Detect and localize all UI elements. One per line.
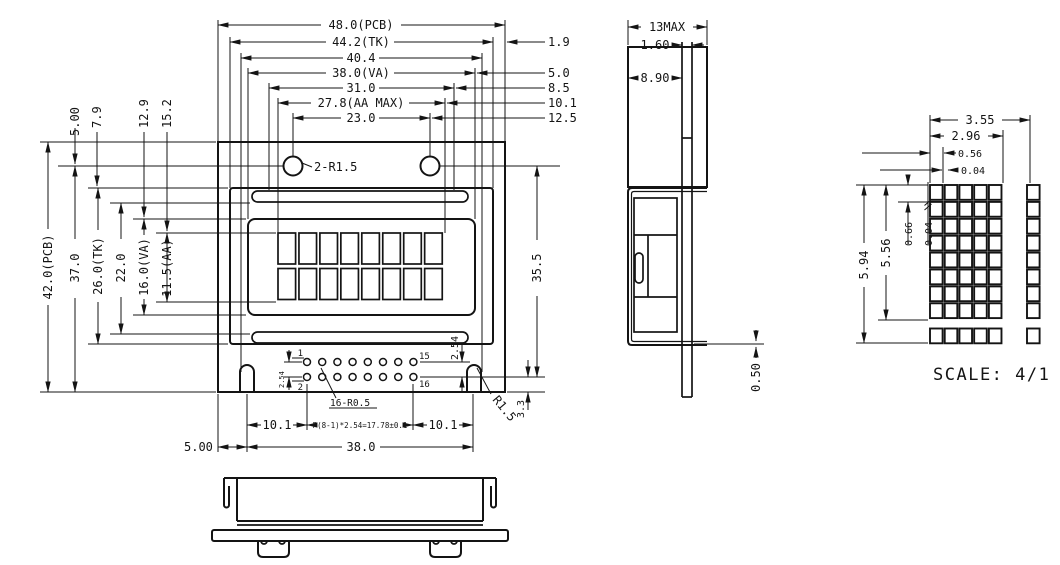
dim-top-to-hole: 5.00 [68, 107, 82, 136]
dot-next-char [1027, 303, 1040, 318]
dot-next-char [1027, 202, 1040, 217]
dot [945, 219, 958, 234]
char-block [383, 269, 401, 300]
pin-holes [304, 359, 417, 381]
dot [989, 202, 1002, 217]
dot-next-char [1027, 270, 1040, 285]
dot [959, 202, 972, 217]
side-dims [628, 20, 764, 392]
dim-aa-width: 27.8(AA MAX) [317, 96, 405, 110]
dim-dot-gap-v: 0.04 [924, 221, 935, 246]
pin-hole [349, 374, 356, 381]
mount-hole-callout: 2-R1.5 [314, 160, 358, 174]
dot [930, 303, 943, 318]
dim-22-0: 22.0 [114, 253, 128, 283]
dot [974, 236, 987, 251]
dot [945, 185, 958, 200]
dim-bezel-depth: 8.90 [640, 71, 670, 85]
dim-offset-8-5: 8.5 [548, 81, 570, 95]
dot [930, 253, 943, 268]
dot [989, 270, 1002, 285]
dim-35-5: 35.5 [530, 253, 544, 283]
dim-offset-12-5: 12.5 [548, 111, 577, 125]
dim-notch-span: 38.0 [346, 440, 376, 454]
dot [945, 303, 958, 318]
dim-tk-height: 26.0(TK) [91, 237, 105, 295]
bezel-outline [230, 188, 493, 344]
dim-tk-width: 44.2(TK) [332, 35, 390, 49]
dim-pin-pitch-formula: P(8-1)*2.54=17.78±0.1 [312, 421, 408, 430]
dot-next-char [1027, 185, 1040, 200]
dot-next-char [1027, 286, 1040, 301]
bottom-clip-left [224, 478, 229, 508]
dim-notch-to-pin-right: 10.1 [428, 418, 458, 432]
front-callouts [298, 160, 519, 424]
dot [959, 185, 972, 200]
char-block [404, 269, 422, 300]
mount-hole-right [421, 157, 440, 176]
dot [930, 270, 943, 285]
pin-hole [319, 359, 326, 366]
dim-offset-5-0: 5.0 [548, 66, 570, 80]
dot [945, 202, 958, 217]
front-height-dims [41, 99, 174, 392]
side-view [628, 20, 764, 397]
dot-next-row [945, 329, 958, 344]
dot [930, 185, 943, 200]
dot-corner [1027, 329, 1040, 344]
dot [974, 185, 987, 200]
pin-number-2: 2 [297, 383, 303, 393]
pin-hole [304, 374, 311, 381]
dot [974, 253, 987, 268]
dim-pin-row-pitch-right: 2.54 [450, 335, 461, 360]
dot [959, 303, 972, 318]
char-block [383, 233, 401, 264]
dim-edge-to-notch: 5.00 [184, 440, 213, 454]
dot [959, 219, 972, 234]
dim-char-pitch-v: 5.94 [857, 250, 871, 280]
pin-number-15: 15 [419, 352, 430, 362]
mount-hole-left [284, 157, 303, 176]
side-backlight-body [634, 198, 677, 332]
char-block [362, 233, 380, 264]
dot [989, 286, 1002, 301]
pin-hole [334, 374, 341, 381]
pin-hole [334, 359, 341, 366]
dot [989, 253, 1002, 268]
dim-top-to-bezel: 7.9 [90, 106, 104, 128]
dot [930, 202, 943, 217]
pin-hole [364, 374, 371, 381]
dim-31-0: 31.0 [346, 81, 376, 95]
pin-number-16: 16 [419, 380, 430, 390]
bottom-clip-right [491, 478, 496, 508]
bezel-slot-top [252, 191, 468, 202]
notch-left [240, 365, 254, 392]
dot [974, 286, 987, 301]
char-block [404, 233, 422, 264]
pin-hole [380, 374, 387, 381]
char-block [362, 269, 380, 300]
notch-radius-callout: R1.5 [489, 392, 520, 425]
pin-hole [395, 374, 402, 381]
dot [959, 270, 972, 285]
dot [974, 219, 987, 234]
pin-hole [410, 359, 417, 366]
side-bezel-flange [628, 188, 707, 345]
dim-offset-10-1: 10.1 [548, 96, 577, 110]
pin-hole [364, 359, 371, 366]
pin-hole [349, 359, 356, 366]
char-block [299, 269, 317, 300]
dim-pcb-thickness: 1.60 [640, 38, 670, 52]
dot [989, 236, 1002, 251]
dim-40-4: 40.4 [346, 51, 376, 65]
dot [974, 270, 987, 285]
side-slot [635, 253, 643, 283]
scale-label: SCALE: 4/1 [933, 365, 1051, 385]
dot-next-char [1027, 253, 1040, 268]
char-block [278, 269, 296, 300]
char-block [320, 233, 338, 264]
dim-dot-width: 0.56 [958, 149, 983, 160]
char-block [299, 233, 317, 264]
dot-next-char [1027, 236, 1040, 251]
pin-hole [380, 359, 387, 366]
dim-top-to-va: 12.9 [137, 99, 151, 128]
pin-hole [304, 359, 311, 366]
dim-top-to-aa: 15.2 [160, 99, 174, 128]
dot [945, 270, 958, 285]
dim-pin-row-pitch-left: 2.54 [278, 371, 286, 388]
dot-next-row [989, 329, 1002, 344]
dim-hole-span: 23.0 [346, 111, 376, 125]
dot [930, 286, 943, 301]
front-width-dims [218, 18, 505, 125]
pin-hole-callout: 16-R0.5 [330, 398, 371, 409]
dim-offset-1-9: 1.9 [548, 35, 570, 49]
detail-view [856, 113, 1050, 385]
dot [959, 286, 972, 301]
dim-dot-height: 0.66 [904, 221, 915, 246]
pin-hole [410, 374, 417, 381]
dim-char-width: 2.96 [951, 129, 981, 143]
dot-next-char [1027, 219, 1040, 234]
char-block [278, 233, 296, 264]
pin-number-1: 1 [297, 349, 303, 359]
front-view [40, 18, 577, 454]
front-bottom-dims [184, 418, 473, 454]
char-block [320, 269, 338, 300]
dot [974, 303, 987, 318]
bottom-view [212, 478, 508, 557]
dim-va-width: 38.0(VA) [332, 66, 390, 80]
pin-hole [395, 359, 402, 366]
dim-tab-thickness: 0.50 [749, 363, 763, 392]
dot [959, 236, 972, 251]
char-block [425, 233, 443, 264]
bottom-pcb-edge [212, 530, 508, 541]
character-blocks [278, 233, 442, 300]
bezel-slot-bottom [252, 332, 468, 343]
dim-3-3: 3.3 [516, 399, 527, 418]
dot-next-row [974, 329, 987, 344]
dot [945, 253, 958, 268]
notch-right [467, 365, 481, 392]
dim-char-height: 5.56 [879, 238, 893, 268]
char-block [341, 269, 359, 300]
dot [989, 303, 1002, 318]
dot [945, 236, 958, 251]
dot [989, 185, 1002, 200]
dot-next-row [930, 329, 943, 344]
dim-dot-gap-h: 0.04 [961, 166, 986, 177]
dot [989, 219, 1002, 234]
char-block [341, 233, 359, 264]
dim-pcb-width: 48.0(PCB) [328, 18, 394, 32]
dim-va-height: 16.0(VA) [137, 238, 151, 296]
dim-char-pitch-h: 3.55 [965, 113, 995, 127]
dot-next-row [959, 329, 972, 344]
dot-matrix-grid [930, 185, 1040, 343]
dot [959, 253, 972, 268]
dim-37-0: 37.0 [68, 253, 82, 283]
dim-13max: 13MAX [648, 20, 686, 34]
dim-notch-to-pin-left: 10.1 [262, 418, 292, 432]
side-panel-envelope [628, 47, 707, 187]
char-block [425, 269, 443, 300]
dim-aa-height: 11.5(AA) [160, 239, 174, 297]
dim-pcb-height: 42.0(PCB) [41, 234, 55, 300]
dot [945, 286, 958, 301]
dot [974, 202, 987, 217]
